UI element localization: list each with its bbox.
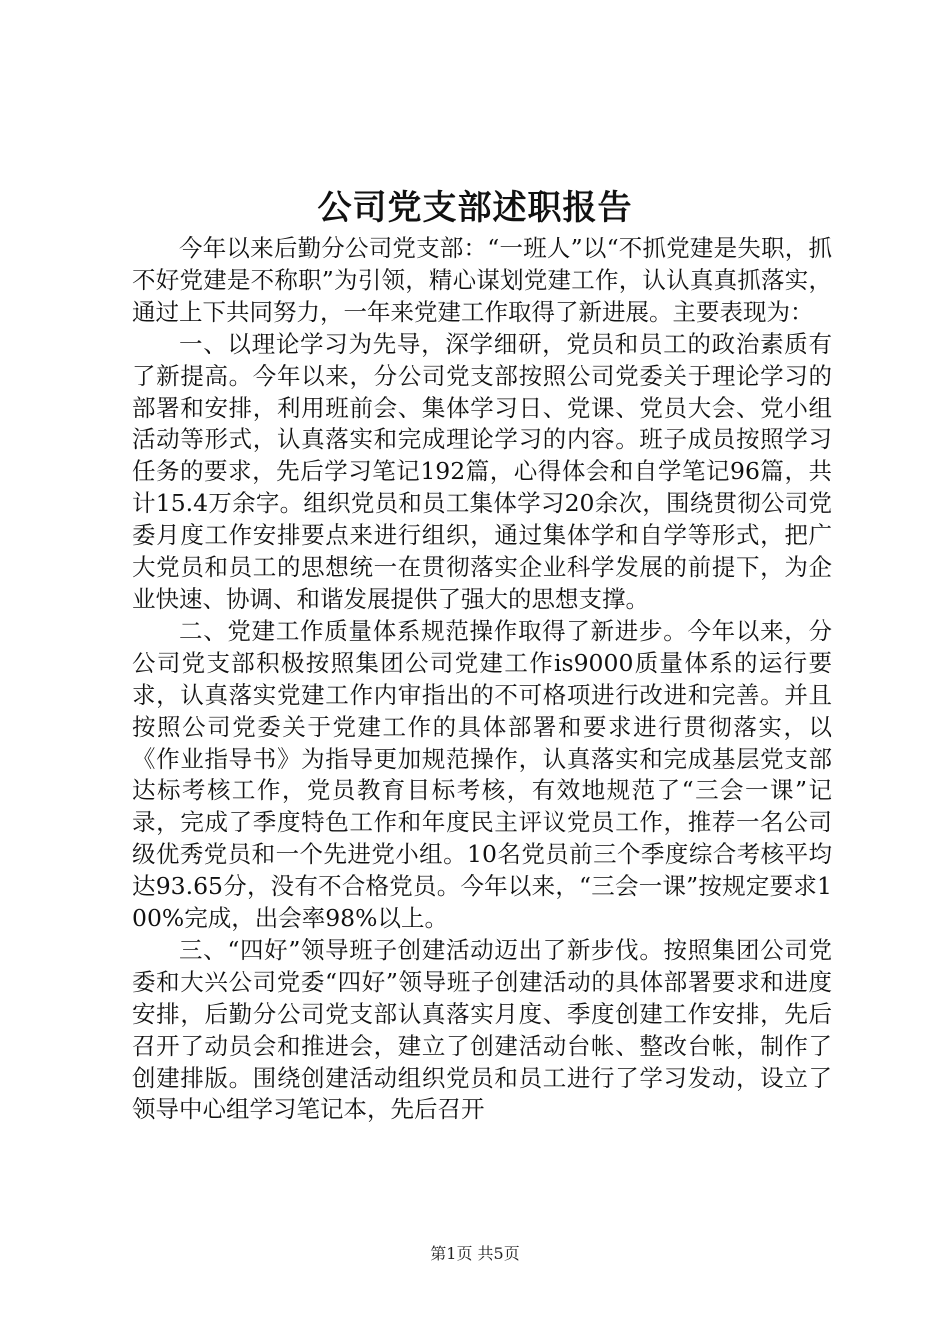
paragraph-section-one: 一、以理论学习为先导，深学细研，党员和员工的政治素质有了新提高。今年以来，分公司党支部按照公司党委关于理论学习的部署和安排，利用班前会、集体学习日、党课、党员大会、党小组活动等形式，认真落实和完成理论学习的内容。班子成员按照学习任务的要求，先后学习笔记192篇，心得体会和自学笔记96篇，共计15.4万余字。组织党员和员工集体学习20余次，围绕贯彻公司党委月度工作安排要点来进行组织，通过集体学和自学等形式，把广大党员和员工的思想统一在贯彻落实企业科学发展的前提下，为企业快速、协调、和谐发展提供了强大的思想支撑。 [132, 329, 832, 613]
paragraph-section-three: 三、“四好”领导班子创建活动迈出了新步伐。按照集团公司党委和大兴公司党委“四好”领导班子创建活动的具体部署要求和进度安排，后勤分公司党支部认真落实月度、季度创建工作安排，先后召开了动员会和推进会，建立了创建活动台帐、整改台帐，制作了创建排版。围绕创建活动组织党员和员工进行了学习发动，设立了领导中心组学习笔记本，先后召开 [132, 935, 832, 1124]
paragraph-intro: 今年以来后勤分公司党支部：“一班人”以“不抓党建是失职，抓不好党建是不称职”为引领，精心谋划党建工作，认认真真抓落实，通过上下共同努力，一年来党建工作取得了新进展。主要表现为： [132, 234, 832, 326]
document-title: 公司党支部述职报告 [317, 188, 633, 228]
paragraph-section-two: 二、党建工作质量体系规范操作取得了新进步。今年以来，分公司党支部积极按照集团公司党建工作is9000质量体系的运行要求，认真落实党建工作内审指出的不可格项进行改进和完善。并且按照公司党委关于党建工作的具体部署和要求进行贯彻落实，以《作业指导书》为指导更加规范操作，认真落实和完成基层党支部达标考核工作，党员教育目标考核，有效地规范了“三会一课”记录，完成了季度特色工作和年度民主评议党员工作，推荐一名公司级优秀党员和一个先进党小组。10名党员前三个季度综合考核平均达93.65分，没有不合格党员。今年以来，“三会一课”按规定要求100%完成，出会率98%以上。 [132, 616, 832, 933]
document-body [132, 233, 832, 1126]
page-footer: 第1页 共5页 [430, 1244, 520, 1263]
